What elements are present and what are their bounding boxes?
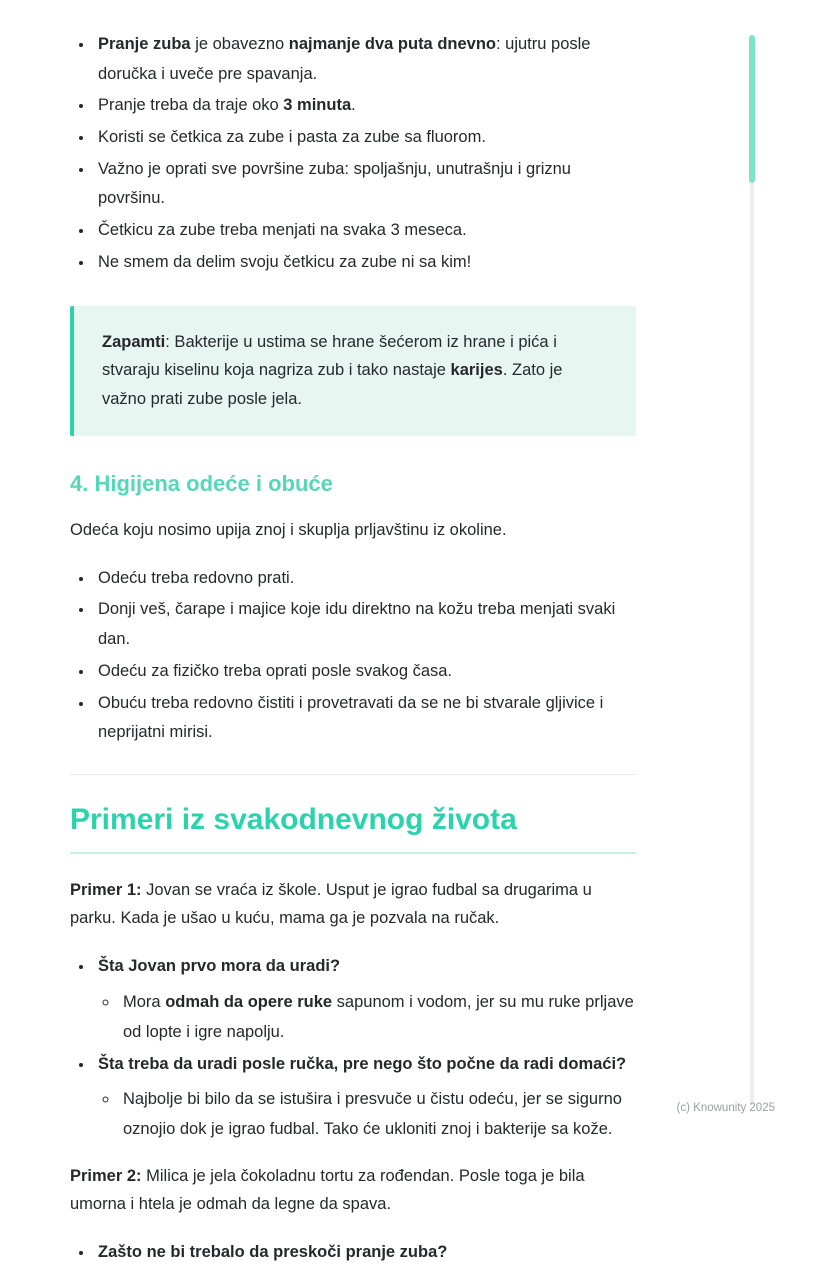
list-item: • Odeću za fizičko treba oprati posle svakog časa.: [94, 657, 636, 687]
list-item: • Pranje treba da traje oko 3 minuta.: [94, 91, 636, 121]
primer-1-question-list: [70, 952, 636, 1144]
copyright-watermark: (c) Knowunity 2025: [676, 1102, 775, 1114]
heading-higijena-odece-obuce: 4. Higijena odeće i obuće: [70, 471, 333, 497]
list-item: • Obuću treba redovno čistiti i provetravati da se ne bi stvarale gljivice i neprijatni mirisi.: [94, 689, 636, 748]
clothes-intro-paragraph: Odeća koju nosimo upija znoj i skuplja prljavštinu iz okoline.: [70, 520, 507, 539]
answer-item: ◦ Mora odmah da opere ruke sapunom i vodom, jer su mu ruke prljave od lopte i igre napolju.: [119, 988, 636, 1047]
section-divider: [70, 774, 636, 775]
question-item: [94, 1050, 636, 1145]
dental-hygiene-list: [70, 30, 636, 278]
document-content: [70, 30, 636, 1269]
answer-list: [98, 1085, 636, 1144]
scrollbar-thumb[interactable]: [749, 35, 755, 183]
question-item: • Zašto ne bi trebalo da preskoči pranje zuba?: [94, 1238, 636, 1268]
list-item: • Četkicu za zube treba menjati na svaka 3 meseca.: [94, 216, 636, 246]
question-text: Šta Jovan prvo mora da uradi?: [98, 957, 341, 976]
zapamti-callout-text: Zapamti: Bakterije u ustima se hrane šećerom iz hrane i pića i stvaraju kiselinu koja nagriza zub i tako nastaje karijes. Zato je važno prati zube posle jela.: [102, 332, 563, 409]
list-item: • Važno je oprati sve površine zuba: spoljašnju, unutrašnju i griznu površinu.: [94, 155, 636, 214]
clothes-hygiene-list: [70, 564, 636, 748]
list-item: • Donji veš, čarape i majice koje idu direktno na kožu treba menjati svaki dan.: [94, 595, 636, 654]
primer-2-paragraph: Primer 2: Milica je jela čokoladnu tortu za rođendan. Posle toga je bila umorna i htela je odmah da legne da spava.: [70, 1166, 585, 1213]
list-item: • Pranje zuba je obavezno najmanje dva puta dnevno: ujutru posle doručka i uveče pre spavanja.: [94, 30, 636, 89]
list-item: • Odeću treba redovno prati.: [94, 564, 636, 594]
scrollbar-track[interactable]: [750, 35, 754, 1105]
zapamti-callout: [70, 306, 636, 437]
question-item: [94, 952, 636, 1047]
primer-2-question-list: [70, 1238, 636, 1268]
question-text: Šta treba da uradi posle ručka, pre nego što počne da radi domaći?: [98, 1054, 627, 1073]
list-item: • Ne smem da delim svoju četkicu za zube ni sa kim!: [94, 248, 636, 278]
heading-primeri-iz-svakodnevnog-zivota: Primeri iz svakodnevnog života: [70, 801, 636, 855]
list-item: • Koristi se četkica za zube i pasta za zube sa fluorom.: [94, 123, 636, 153]
primer-1-paragraph: Primer 1: Jovan se vraća iz škole. Usput je igrao fudbal sa drugarima u parku. Kada je ušao u kuću, mama ga je pozvala na ručak.: [70, 881, 592, 928]
answer-list: [98, 988, 636, 1047]
answer-item: ◦ Najbolje bi bilo da se istušira i presvuče u čistu odeću, jer se sigurno oznojio dok je igrao fudbal. Tako će ukloniti znoj i bakterije sa kože.: [119, 1085, 636, 1144]
